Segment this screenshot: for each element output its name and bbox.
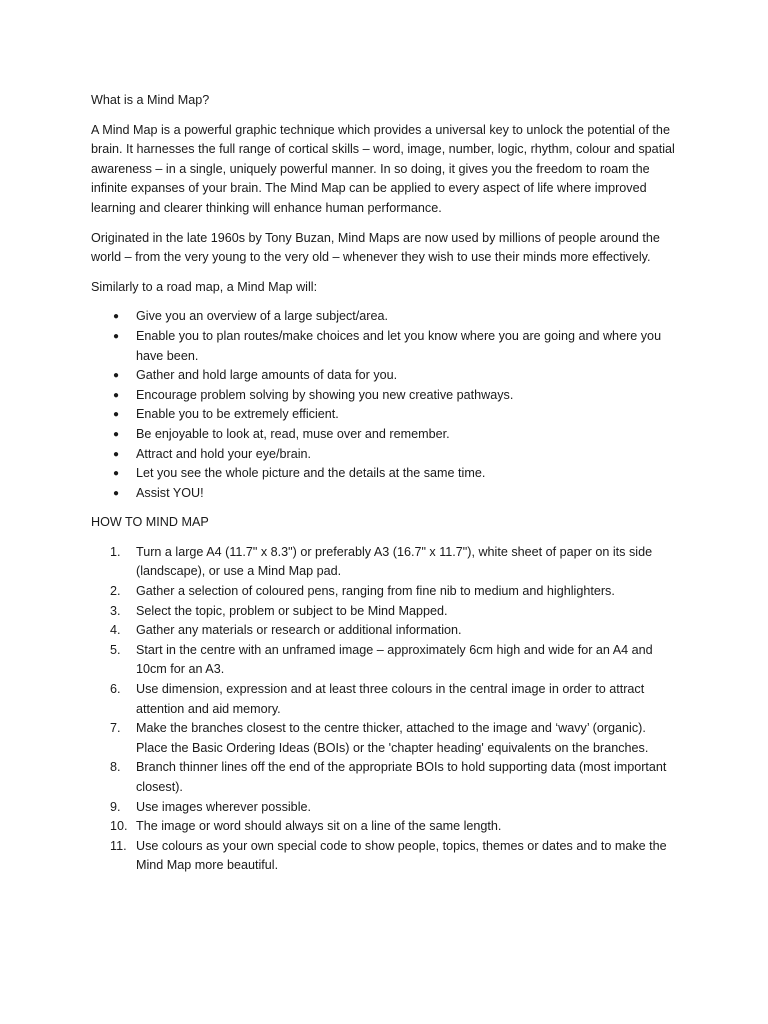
- bullet-icon: ●: [113, 409, 120, 421]
- step-text: Select the topic, problem or subject to be Mind Mapped.: [136, 603, 448, 618]
- bullet-icon: ●: [113, 389, 120, 401]
- step-number: 2.: [110, 584, 121, 599]
- list-item: [91, 817, 678, 837]
- list-item: [91, 837, 678, 876]
- step-text: Start in the centre with an unframed image – approximately 6cm high and wide for an A4 and 10cm for an A3.: [136, 642, 653, 677]
- list-item: [91, 366, 678, 386]
- step-text: Gather a selection of coloured pens, ranging from fine nib to medium and highlighters.: [136, 584, 615, 599]
- bullet-icon: ●: [113, 311, 120, 323]
- list-item-text: Give you an overview of a large subject/area.: [136, 309, 389, 324]
- step-text: Gather any materials or research or additional information.: [136, 623, 462, 638]
- step-number: 3.: [110, 603, 121, 618]
- list-item: [91, 641, 678, 680]
- list-item: [91, 719, 678, 758]
- list-item-text: Assist YOU!: [136, 485, 204, 500]
- bullet-icon: ●: [113, 428, 120, 440]
- intro-paragraph: A Mind Map is a powerful graphic technique which provides a universal key to unlock the potential of the brain. It harnesses the full range of cortical skills – word, image, number, logic, rhythm, colour and spatial awareness – in a single, uniquely powerful manner. In so doing, it gives you the freedom to roam the infinite expanses of your brain. The Mind Map can be applied to every aspect of life where improved learning and clearer thinking will enhance human performance.: [91, 122, 675, 215]
- step-number: 4.: [110, 623, 121, 638]
- list-item: [91, 758, 678, 797]
- list-item: [91, 425, 678, 445]
- list-item: [91, 484, 678, 504]
- list-item: [91, 307, 678, 327]
- list-item: [91, 327, 678, 366]
- list-item: [91, 386, 678, 406]
- bullet-icon: ●: [113, 448, 120, 460]
- step-text: Branch thinner lines off the end of the appropriate BOIs to hold supporting data (most important closest).: [136, 760, 667, 794]
- origin-paragraph: Originated in the late 1960s by Tony Buzan, Mind Maps are now used by millions of people around the world – from the very young to the very old – whenever they wish to use their minds more effectively.: [91, 230, 660, 265]
- list-item-text: Enable you to be extremely efficient.: [136, 407, 339, 422]
- list-item-text: Encourage problem solving by showing you new creative pathways.: [136, 387, 514, 402]
- step-text: Make the branches closest to the centre thicker, attached to the image and ‘wavy’ (organic). Place the Basic Ordering Ideas (BOIs) or the 'chapter heading' equivalents on the branches.: [136, 721, 649, 755]
- list-item-text: Enable you to plan routes/make choices and let you know where you are going and where you have been.: [136, 328, 662, 363]
- list-item-text: Let you see the whole picture and the details at the same time.: [136, 466, 486, 481]
- step-number: 6.: [110, 682, 121, 697]
- list-item: [91, 602, 678, 622]
- step-number: 8.: [110, 760, 121, 775]
- benefits-list: [91, 307, 678, 503]
- list-item-text: Gather and hold large amounts of data for you.: [136, 368, 398, 383]
- step-text: The image or word should always sit on a line of the same length.: [136, 819, 502, 834]
- list-item: [91, 445, 678, 465]
- list-item: [91, 464, 678, 484]
- list-item: [91, 621, 678, 641]
- list-item-text: Be enjoyable to look at, read, muse over and remember.: [136, 426, 450, 441]
- list-item-text: Attract and hold your eye/brain.: [136, 446, 312, 461]
- list-item: [91, 680, 678, 719]
- step-text: Use images wherever possible.: [136, 799, 311, 814]
- list-item: [91, 582, 678, 602]
- step-text: Turn a large A4 (11.7" x 8.3") or preferably A3 (16.7" x 11.7"), white sheet of paper on its side (landscape), or use a Mind Map pad.: [136, 544, 653, 579]
- page-title: What is a Mind Map?: [91, 93, 210, 107]
- step-text: Use dimension, expression and at least three colours in the central image in order to attract attention and aid memory.: [136, 682, 645, 716]
- list-item: [91, 798, 678, 818]
- step-number: 7.: [110, 721, 121, 736]
- step-number: 5.: [110, 642, 121, 657]
- steps-list: [91, 543, 678, 876]
- bullet-icon: ●: [113, 487, 120, 499]
- step-number: 11.: [110, 838, 127, 853]
- section-heading: HOW TO MIND MAP: [91, 515, 209, 530]
- step-number: 9.: [110, 799, 121, 814]
- list-item: [91, 405, 678, 425]
- bullet-icon: ●: [113, 330, 120, 342]
- road-map-paragraph: Similarly to a road map, a Mind Map will:: [91, 279, 318, 294]
- bullet-icon: ●: [113, 370, 120, 382]
- step-text: Use colours as your own special code to show people, topics, themes or dates and to make the Mind Map more beautiful.: [136, 838, 667, 873]
- bullet-icon: ●: [113, 468, 120, 480]
- step-number: 1.: [110, 544, 121, 559]
- step-number: 10.: [110, 819, 128, 834]
- list-item: [91, 543, 678, 582]
